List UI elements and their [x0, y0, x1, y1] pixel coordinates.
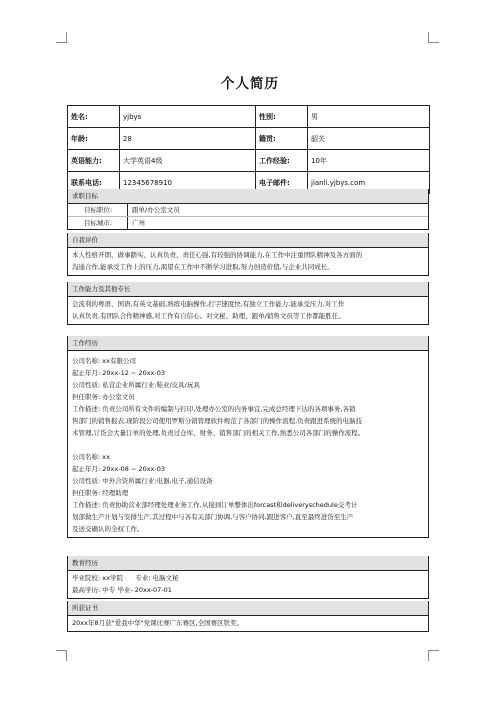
self-evaluation-header: 自我评价 — [68, 233, 428, 248]
age-value: 28 — [120, 128, 256, 150]
email-label: 电子邮件: — [256, 172, 308, 194]
skills-line: 认真负责,有团队合作精神感,对工作有自信心。对文秘、助理、跟单/销售文员等工作都能胜任。 — [72, 312, 345, 320]
experience-label: 工作经验: — [256, 150, 308, 172]
job1-line: 公司性质: 私营企业所属行业:鞋业/皮具/玩具 — [72, 381, 200, 389]
city-value: 广州 — [132, 219, 145, 227]
experience-value: 10年 — [308, 150, 430, 172]
job1-line: 术管理,订货会大量订单的处理,负责过仓库、财务、销售部门的相关工作,熟悉公司各部门的操作流程。 — [72, 429, 365, 437]
crop-mark-bottom-left — [56, 650, 67, 661]
job1-line: 公司名称: xx有限公司 — [72, 357, 136, 365]
work-experience-section — [67, 336, 429, 538]
position-label: 目标职位: — [68, 204, 128, 216]
table-row — [68, 106, 430, 128]
job2-line: 起止年月: 20xx-08 ~ 20xx-03 — [72, 465, 165, 473]
skills-section — [67, 282, 429, 325]
skills-header: 工作能力及其他专长 — [68, 282, 428, 297]
name-value: yjbys — [120, 106, 256, 128]
basic-info-table — [67, 105, 430, 194]
phone-value: 12345678910 — [120, 172, 256, 194]
job2-line: 及送交确认的全权工作。 — [72, 525, 144, 533]
objective-position-row — [68, 204, 428, 217]
education-section — [67, 556, 429, 599]
self-evaluation-line: 沟通合作,能承受工作上的压力,渴望在工作中不断学习进取,努力创造价值,与企业共同成长。 — [72, 263, 334, 271]
job2-line: 划部做生产计划与安排生产,其过程中与各有关部门协调,与客户协同,跟进客户,直至最终进货至生产 — [72, 513, 354, 521]
job2-line: 担任职务: 经理助理 — [72, 489, 129, 497]
objective-header: 求职目标 — [68, 189, 428, 204]
skills-line: 会流利的粤语、国语,有英文基础,熟练电脑操作,打字速度快,有独立工作能力,能承受压力,对工作 — [72, 300, 345, 308]
table-row — [68, 150, 430, 172]
job1-line: 起止年月: 20xx-12 ~ 20xx-03 — [72, 369, 165, 377]
job1-line: 担任职务: 办公室文员 — [72, 393, 135, 401]
email-value: jianli.yjbys.com — [308, 172, 430, 194]
job2-line: 公司性质: 中外合资所属行业:电器,电子,通信设备 — [72, 477, 213, 485]
crop-mark-top-right — [428, 32, 439, 43]
english-value: 大学英语4级 — [120, 150, 256, 172]
phone-label: 联系电话: — [68, 172, 120, 194]
crop-mark-top-left — [56, 32, 67, 43]
self-evaluation-line: 本人性格开朗、做事踏实、认真负责、责任心强,有较强的协调能力,在工作中注重团队精神及各方面的 — [72, 251, 363, 259]
resume-title: 个人简历 — [221, 76, 279, 92]
job2-line: 工作描述: 负责协助营业部经理处理业务工作,从接到订单整体出forcast和deliveryschedule交考计 — [72, 501, 358, 509]
gender-label: 性别: — [256, 106, 308, 128]
objective-city-row — [68, 217, 428, 229]
position-value: 跟单/办公室文员 — [132, 206, 180, 214]
job2-line: 公司名称: xx — [72, 453, 110, 461]
certificate-line: 20xx年8月获"爱我中华"党课比赛广东赛区,全国赛区铁奖。 — [72, 619, 244, 627]
job1-line: 工作描述: 负责公司所有文件的编制与打印,处理办公室的内务事宜,完成总经理下达的各项事务,各销 — [72, 405, 356, 413]
objective-section — [67, 189, 429, 230]
city-label: 目标城市: — [68, 217, 128, 229]
crop-mark-bottom-right — [428, 650, 439, 661]
origin-label: 籍贯: — [256, 128, 308, 150]
english-label: 英语能力: — [68, 150, 120, 172]
gender-value: 男 — [308, 106, 430, 128]
origin-value: 韶关 — [308, 128, 430, 150]
education-line: 毕业院校: xx学院 专业: 电脑文秘 — [72, 574, 179, 582]
self-evaluation-section — [67, 233, 429, 276]
work-experience-header: 工作经历 — [68, 336, 428, 351]
certificates-section — [67, 601, 429, 632]
job1-line: 售部门的销售报表,现阶段公司使用罗斯分销管理软件规范了各部门的操作流程,负责跟进系统的电脑技 — [72, 417, 363, 425]
certificates-header: 所获证书 — [68, 601, 428, 616]
education-line: 最高学历: 中专 毕业- 20xx-07-01 — [72, 586, 172, 594]
age-label: 年龄: — [68, 128, 120, 150]
name-label: 姓名: — [68, 106, 120, 128]
education-header: 教育经历 — [68, 556, 428, 571]
table-row — [68, 128, 430, 150]
